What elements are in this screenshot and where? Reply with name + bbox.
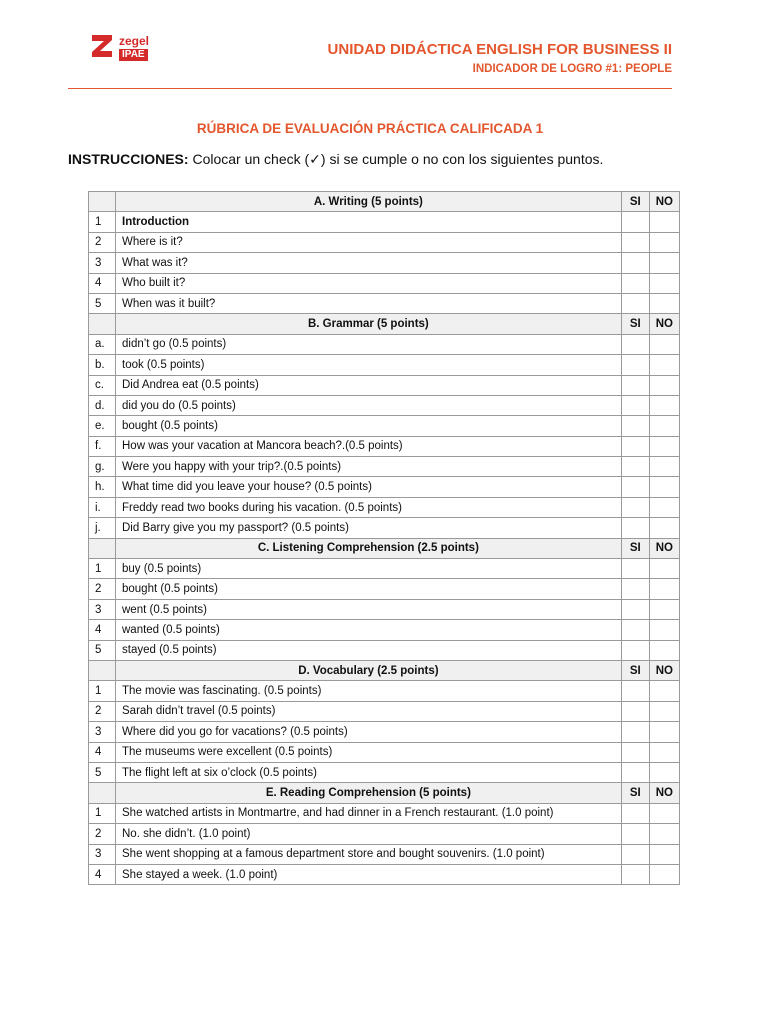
rubric-item-row [89,844,680,864]
si-check-cell[interactable] [621,599,649,619]
no-check-cell[interactable] [649,742,679,762]
si-check-cell[interactable] [621,518,649,538]
item-text: Where is it? [116,232,622,252]
item-text: buy (0.5 points) [116,559,622,579]
no-check-cell[interactable] [649,375,679,395]
rubric-item-row [89,457,680,477]
item-text: didn’t go (0.5 points) [116,334,622,354]
item-text: What was it? [116,253,622,273]
document-title: RÚBRICA DE EVALUACIÓN PRÁCTICA CALIFICADA 1 [196,121,544,136]
rubric-item-row [89,355,680,375]
item-number: 1 [89,212,116,232]
no-check-cell[interactable] [649,416,679,436]
si-check-cell[interactable] [621,559,649,579]
si-check-cell[interactable] [621,579,649,599]
no-check-cell[interactable] [649,762,679,782]
no-check-cell[interactable] [649,579,679,599]
item-text: Where did you go for vacations? (0.5 points) [116,722,622,742]
si-check-cell[interactable] [621,762,649,782]
rubric-item-row [89,599,680,619]
header-divider [68,88,672,89]
rubric-item-row [89,436,680,456]
si-check-cell[interactable] [621,824,649,844]
rubric-item-row [89,803,680,823]
si-check-cell[interactable] [621,640,649,660]
rubric-item-row [89,742,680,762]
item-number: 5 [89,640,116,660]
si-check-cell[interactable] [621,212,649,232]
si-check-cell[interactable] [621,416,649,436]
si-check-cell[interactable] [621,620,649,640]
rubric-item-row [89,375,680,395]
item-number: 2 [89,701,116,721]
section-header-row [89,783,680,803]
no-check-cell[interactable] [649,640,679,660]
no-check-cell[interactable] [649,212,679,232]
rubric-item-row [89,579,680,599]
item-number: 4 [89,864,116,884]
item-number: c. [89,375,116,395]
item-text: The flight left at six o’clock (0.5 points) [116,762,622,782]
section-header-row [89,660,680,680]
header-title: UNIDAD DIDÁCTICA ENGLISH FOR BUSINESS II [327,41,672,58]
si-column-header: SI [621,192,649,212]
section-title: A. Writing (5 points) [116,192,622,212]
item-number: 2 [89,232,116,252]
si-check-cell[interactable] [621,701,649,721]
item-number: j. [89,518,116,538]
no-check-cell[interactable] [649,559,679,579]
no-check-cell[interactable] [649,681,679,701]
item-number: i. [89,497,116,517]
rubric-item-row [89,518,680,538]
no-column-header: NO [649,660,679,680]
rubric-item-row [89,722,680,742]
rubric-item-row [89,395,680,415]
zegel-logo-mark-icon [92,35,114,61]
no-check-cell[interactable] [649,293,679,313]
no-column-header: NO [649,192,679,212]
item-text: Introduction [116,212,622,232]
si-check-cell[interactable] [621,375,649,395]
item-number: g. [89,457,116,477]
item-number: 1 [89,559,116,579]
item-text: What time did you leave your house? (0.5 points) [116,477,622,497]
rubric-item-row [89,232,680,252]
si-check-cell[interactable] [621,844,649,864]
rubric-item-row [89,824,680,844]
rubric-item-row [89,497,680,517]
item-text: How was your vacation at Mancora beach?.(0.5 points) [116,436,622,456]
no-check-cell[interactable] [649,395,679,415]
section-header-row [89,538,680,558]
section-title: C. Listening Comprehension (2.5 points) [116,538,622,558]
si-check-cell[interactable] [621,395,649,415]
no-check-cell[interactable] [649,355,679,375]
instructions [68,151,603,168]
item-text: wanted (0.5 points) [116,620,622,640]
rubric-item-row [89,273,680,293]
instructions-label: INSTRUCCIONES: [68,151,189,167]
item-number: e. [89,416,116,436]
si-column-header: SI [621,660,649,680]
item-number: f. [89,436,116,456]
item-number: a. [89,334,116,354]
item-text: She stayed a week. (1.0 point) [116,864,622,884]
item-number: b. [89,355,116,375]
no-check-cell[interactable] [649,620,679,640]
item-number: 5 [89,293,116,313]
si-check-cell[interactable] [621,722,649,742]
si-check-cell[interactable] [621,355,649,375]
no-column-header: NO [649,783,679,803]
si-check-cell[interactable] [621,253,649,273]
item-text: She went shopping at a famous department store and bought souvenirs. (1.0 point) [116,844,622,864]
item-text: Freddy read two books during his vacation. (0.5 points) [116,497,622,517]
section-title: E. Reading Comprehension (5 points) [116,783,622,803]
item-number: 1 [89,681,116,701]
item-number: 2 [89,824,116,844]
si-column-header: SI [621,538,649,558]
rubric-item-row [89,762,680,782]
si-check-cell[interactable] [621,864,649,884]
rubric-item-row [89,864,680,884]
item-number: 3 [89,253,116,273]
no-check-cell[interactable] [649,701,679,721]
no-check-cell[interactable] [649,253,679,273]
item-number: 3 [89,599,116,619]
item-text: bought (0.5 points) [116,579,622,599]
no-check-cell[interactable] [649,477,679,497]
rubric-item-row [89,334,680,354]
si-check-cell[interactable] [621,293,649,313]
rubric-item-row [89,701,680,721]
item-text: The movie was fascinating. (0.5 points) [116,681,622,701]
si-check-cell[interactable] [621,477,649,497]
item-text: She watched artists in Montmartre, and had dinner in a French restaurant. (1.0 point) [116,803,622,823]
item-text: bought (0.5 points) [116,416,622,436]
item-text: did you do (0.5 points) [116,395,622,415]
section-number-cell [89,314,116,334]
rubric-item-row [89,253,680,273]
section-number-cell [89,783,116,803]
no-check-cell[interactable] [649,722,679,742]
section-header-row [89,192,680,212]
si-check-cell[interactable] [621,273,649,293]
rubric-item-row [89,559,680,579]
header-subtitle: INDICADOR DE LOGRO #1: PEOPLE [472,63,672,75]
instructions-text: Colocar un check (✓) si se cumple o no con los siguientes puntos. [188,151,604,167]
no-column-header: NO [649,314,679,334]
no-check-cell[interactable] [649,334,679,354]
item-number: 4 [89,273,116,293]
rubric-item-row [89,416,680,436]
section-number-cell [89,192,116,212]
section-header-row [89,314,680,334]
item-text: Sarah didn’t travel (0.5 points) [116,701,622,721]
rubric-item-row [89,477,680,497]
no-check-cell[interactable] [649,803,679,823]
item-number: 5 [89,762,116,782]
no-check-cell[interactable] [649,497,679,517]
rubric-item-row [89,212,680,232]
item-text: No. she didn’t. (1.0 point) [116,824,622,844]
si-check-cell[interactable] [621,803,649,823]
item-number: d. [89,395,116,415]
rubric-table [88,191,680,885]
section-title: D. Vocabulary (2.5 points) [116,660,622,680]
no-check-cell[interactable] [649,599,679,619]
item-text: took (0.5 points) [116,355,622,375]
si-column-header: SI [621,314,649,334]
item-number: 3 [89,844,116,864]
section-title: B. Grammar (5 points) [116,314,622,334]
si-check-cell[interactable] [621,681,649,701]
no-check-cell[interactable] [649,518,679,538]
logo-wordmark: zegel [119,34,150,48]
section-number-cell [89,538,116,558]
rubric-item-row [89,293,680,313]
si-check-cell[interactable] [621,497,649,517]
item-text: went (0.5 points) [116,599,622,619]
no-check-cell[interactable] [649,844,679,864]
rubric-item-row [89,620,680,640]
si-check-cell[interactable] [621,457,649,477]
item-number: h. [89,477,116,497]
item-text: The museums were excellent (0.5 points) [116,742,622,762]
item-number: 3 [89,722,116,742]
no-check-cell[interactable] [649,436,679,456]
item-text: Did Barry give you my passport? (0.5 points) [116,518,622,538]
no-check-cell[interactable] [649,457,679,477]
item-number: 1 [89,803,116,823]
si-column-header: SI [621,783,649,803]
item-text: Did Andrea eat (0.5 points) [116,375,622,395]
logo-badge: IPAE [119,49,148,61]
si-check-cell[interactable] [621,742,649,762]
item-text: Were you happy with your trip?.(0.5 points) [116,457,622,477]
no-check-cell[interactable] [649,273,679,293]
item-number: 2 [89,579,116,599]
no-check-cell[interactable] [649,864,679,884]
si-check-cell[interactable] [621,232,649,252]
no-check-cell[interactable] [649,232,679,252]
section-number-cell [89,660,116,680]
si-check-cell[interactable] [621,436,649,456]
rubric-item-row [89,681,680,701]
item-text: When was it built? [116,293,622,313]
item-text: Who built it? [116,273,622,293]
no-column-header: NO [649,538,679,558]
item-number: 4 [89,742,116,762]
item-number: 4 [89,620,116,640]
item-text: stayed (0.5 points) [116,640,622,660]
no-check-cell[interactable] [649,824,679,844]
rubric-item-row [89,640,680,660]
si-check-cell[interactable] [621,334,649,354]
